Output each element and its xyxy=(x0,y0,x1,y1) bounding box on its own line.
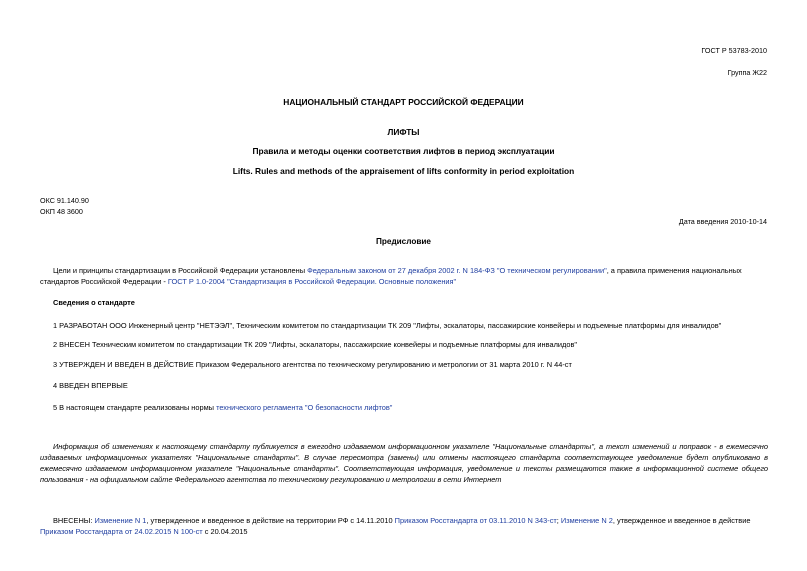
amendments-label: ВНЕСЕНЫ: xyxy=(53,516,95,525)
title-english: Lifts. Rules and methods of the appraisement of lifts conformity in period exploitation xyxy=(232,166,575,176)
amendments-text-4: с 20.04.2015 xyxy=(202,527,248,536)
foreword-text-2: , а правила применения национальных стандартов Российской Федерации - xyxy=(40,266,742,286)
foreword-paragraph xyxy=(40,265,768,287)
foreword-text-1: Цели и принципы стандартизации в Российской Федерации установлены xyxy=(53,266,308,275)
document-number: ГОСТ Р 53783-2010 xyxy=(701,46,767,55)
amendments-paragraph xyxy=(40,515,768,537)
oks-code: ОКС 91.140.90 xyxy=(40,196,89,205)
info-item-2: 2 ВНЕСЕН Техническим комитетом по стандартизации ТК 209 "Лифты, эскалаторы, пассажирские конвейеры и подъемные платформы для инвалидов" xyxy=(53,340,577,349)
info-item-5 xyxy=(53,403,392,412)
amendments-text-1: , утвержденное и введенное в действие на территории РФ с 14.11.2010 xyxy=(146,516,395,525)
gost-r-1-0-2004-link[interactable]: ГОСТ Р 1.0-2004 "Стандартизация в Российской Федерации. Основные положения" xyxy=(167,277,457,286)
lift-safety-regulation-link[interactable]: технического регламента "О безопасности лифтов" xyxy=(216,403,393,412)
changes-notice: Информация об изменениях к настоящему стандарту публикуется в ежегодно издаваемом информационном указателе "Национальные стандарты", а текст изменений и поправок - в ежемесячно издаваемых информационных указателях "Национальные стандарты". В случае пересмотра (замены) или отмены настоящего стандарта соответствующее уведомление будет опубликовано в ежемесячно издаваемом информационном указателе "Национальные стандарты". Соответствующая информация, уведомление и тексты размещаются также в информационной системе общего пользования - на официальном сайте Федерального агентства по техническому регулированию и метрологии в сети Интернет xyxy=(40,442,768,484)
info-item-3: 3 УТВЕРЖДЕН И ВВЕДЕН В ДЕЙСТВИЕ Приказом Федерального агентства по техническому регулированию и метрологии от 31 марта 2010 г. N 44-ст xyxy=(53,360,572,369)
order-343-link[interactable]: Приказом Росстандарта от 03.11.2010 N 343-ст xyxy=(394,516,557,525)
introduction-date: Дата введения 2010-10-14 xyxy=(678,217,767,226)
order-100-link[interactable]: Приказом Росстандарта от 24.02.2015 N 100-ст xyxy=(40,527,203,536)
amendment-1-link[interactable]: Изменение N 1 xyxy=(94,516,147,525)
amendments-text-2: ; xyxy=(556,516,561,525)
document-group: Группа Ж22 xyxy=(727,68,767,77)
info-item-4: 4 ВВЕДЕН ВПЕРВЫЕ xyxy=(53,381,128,390)
okp-code: ОКП 48 3600 xyxy=(40,207,83,216)
info-item-5-text: 5 В настоящем стандарте реализованы нормы xyxy=(53,403,217,412)
federal-law-link[interactable]: Федеральным законом от 27 декабря 2002 г. N 184-ФЗ "О техническом регулировании" xyxy=(307,266,607,275)
foreword-heading: Предисловие xyxy=(376,237,431,246)
title-russian: Правила и методы оценки соответствия лифтов в период эксплуатации xyxy=(252,146,555,156)
amendments-text-3: , утвержденное и введенное в действие xyxy=(612,516,751,525)
national-standard-heading: НАЦИОНАЛЬНЫЙ СТАНДАРТ РОССИЙСКОЙ ФЕДЕРАЦИИ xyxy=(283,97,524,107)
subject-heading: ЛИФТЫ xyxy=(387,127,420,137)
amendment-2-link[interactable]: Изменение N 2 xyxy=(560,516,613,525)
standard-info-heading: Сведения о стандарте xyxy=(53,298,135,307)
info-item-1: 1 РАЗРАБОТАН ООО Инженерный центр "НЕТЭЭЛ", Техническим комитетом по стандартизации ТК 209 "Лифты, эскалаторы, пассажирские конвейеры и подъемные платформы для инвалидов" xyxy=(53,321,722,330)
